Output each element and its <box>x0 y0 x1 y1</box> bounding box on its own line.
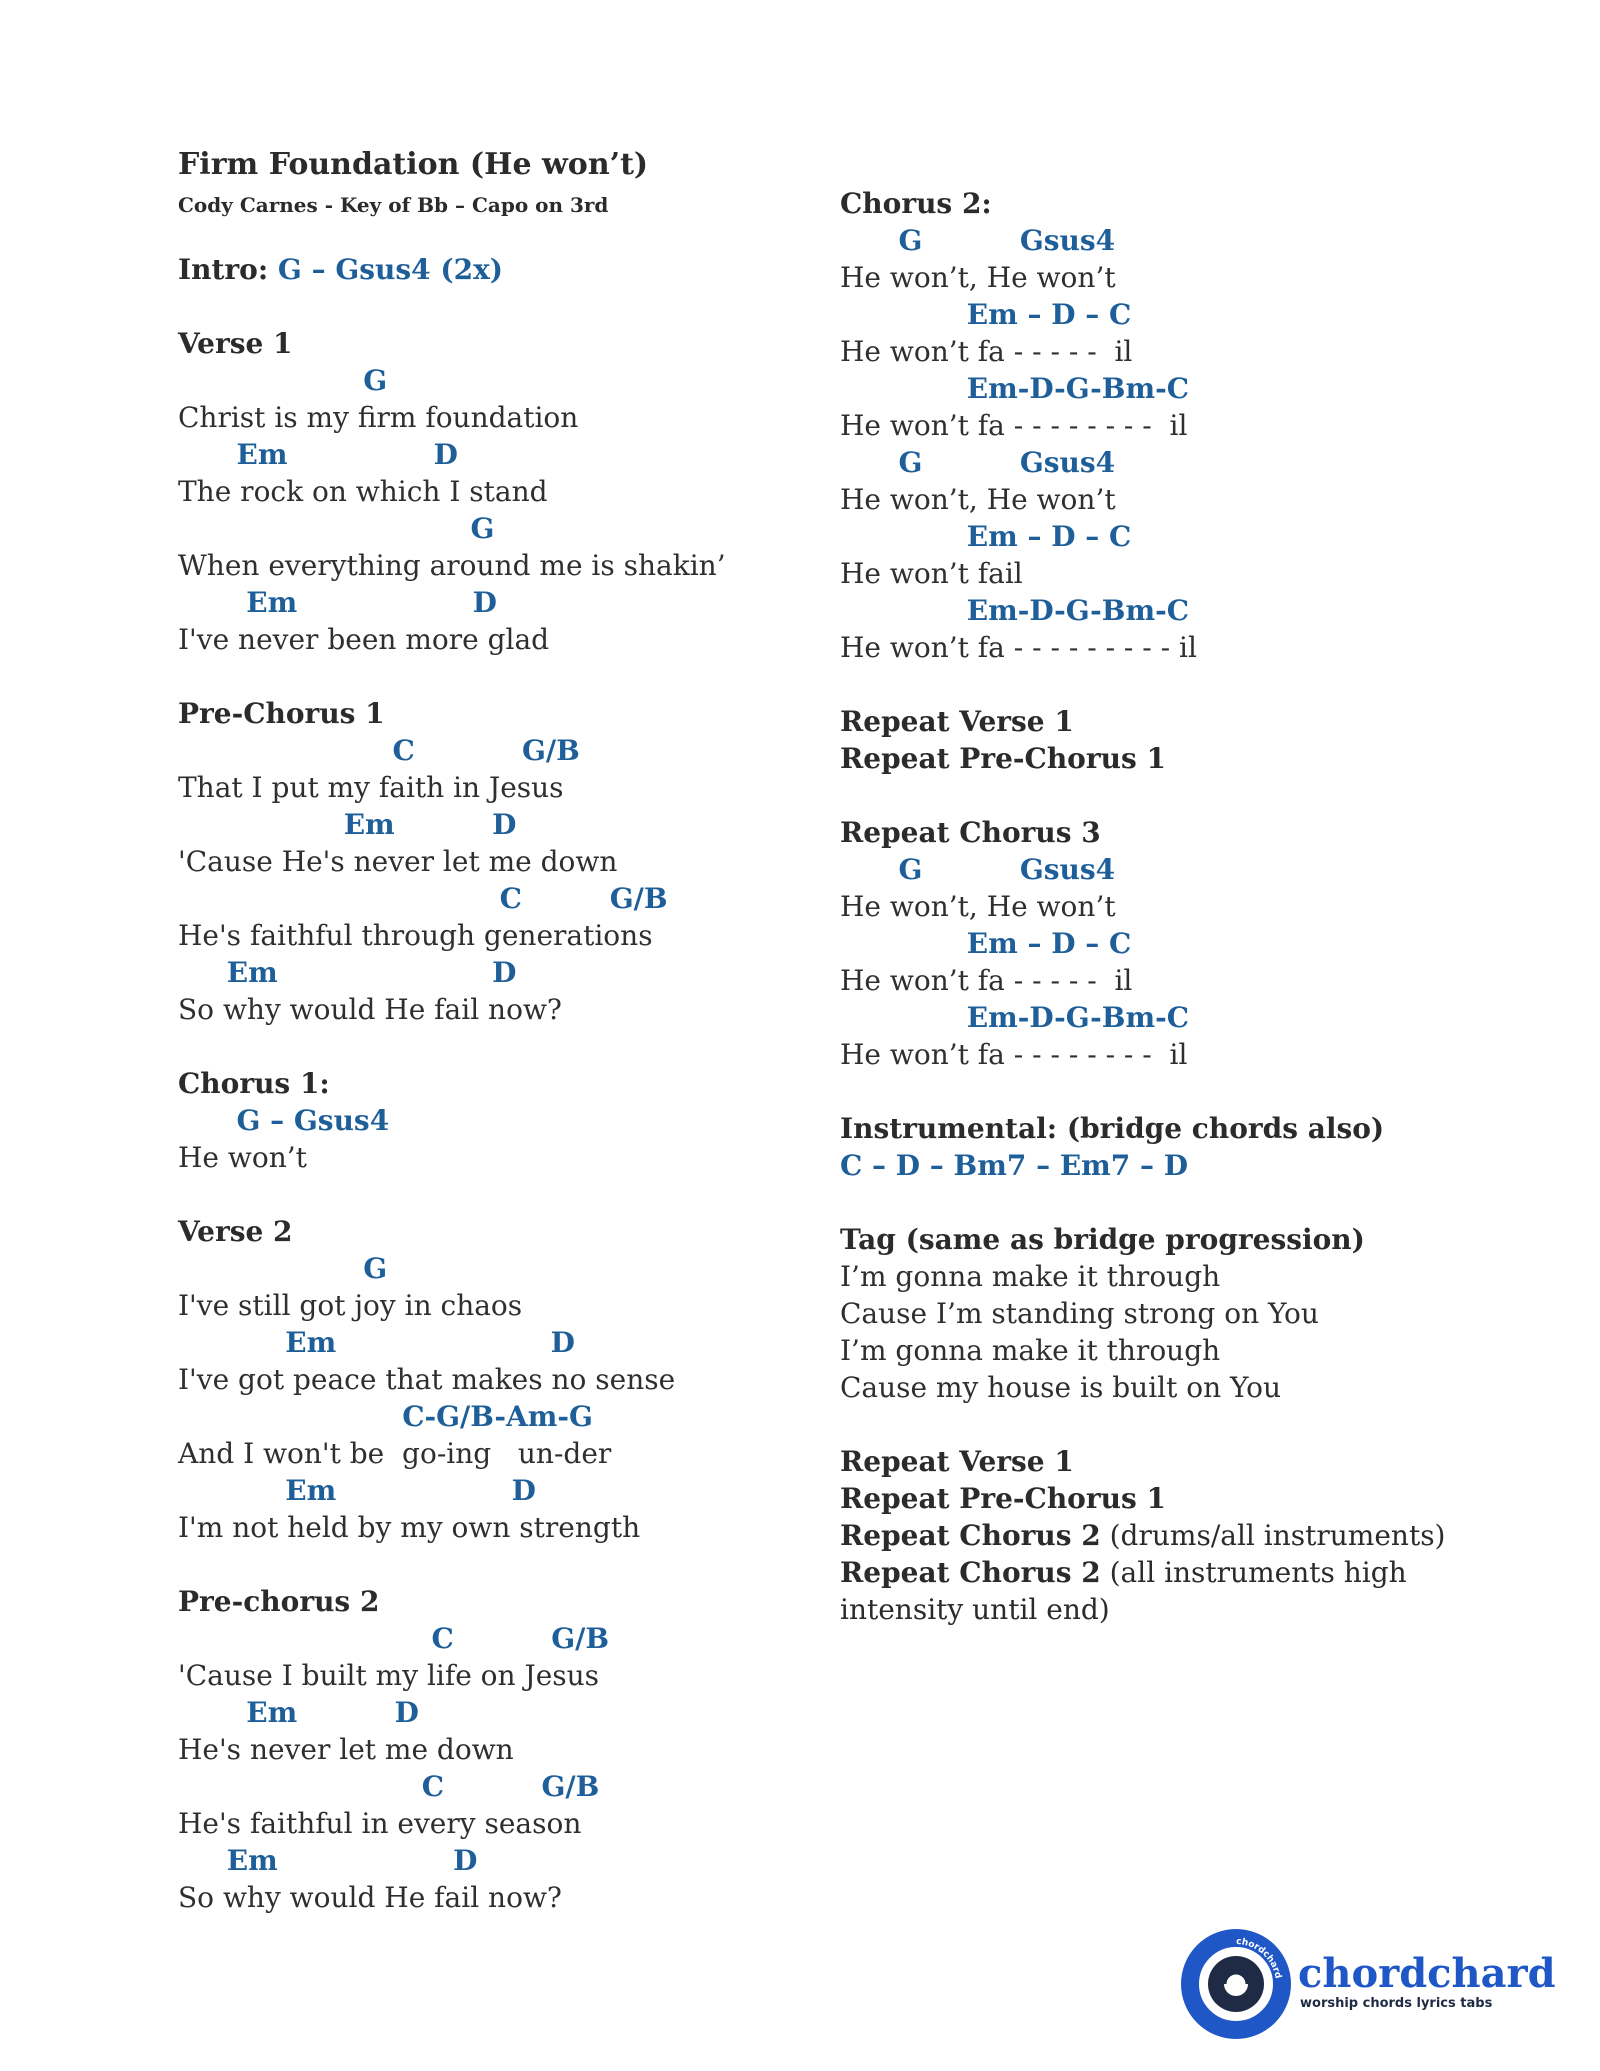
lyric-line: And I won't be go-ing un-der <box>178 1437 612 1470</box>
verse2-header: Verse 2 <box>178 1215 293 1248</box>
chorus1-header: Chorus 1: <box>178 1067 330 1100</box>
chord-line: G Gsus4 <box>840 224 1116 257</box>
intro-chords: G – Gsus4 (2x) <box>277 253 504 286</box>
chord-line: Em – D – C <box>840 927 1132 960</box>
chord-line: Em D <box>178 1474 536 1507</box>
chord-line: C G/B <box>178 1770 600 1803</box>
lyric-line: He won’t fail <box>840 557 1023 590</box>
lyric-line: 'Cause I built my life on Jesus <box>178 1659 600 1692</box>
logo-ring-text: chordchard <box>1235 1936 1283 1980</box>
chord-line: Em D <box>178 586 497 619</box>
chord-line: Em D <box>178 1696 419 1729</box>
lyric-line: Cause my house is built on You <box>840 1371 1281 1404</box>
lyric-line: I've got peace that makes no sense <box>178 1363 676 1396</box>
repeat-instruction <box>840 1518 1445 1554</box>
lyric-line: I've never been more glad <box>178 623 550 656</box>
repeat-label: Repeat Chorus 2 <box>840 1556 1101 1589</box>
song-subtitle: Cody Carnes - Key of Bb – Capo on 3rd <box>178 193 609 217</box>
repeat-note: intensity until end) <box>840 1593 1110 1626</box>
lyric-line: That I put my faith in Jesus <box>178 771 564 804</box>
logo-name: chordchard <box>1298 1950 1556 1997</box>
song-title: Firm Foundation (He won’t) <box>178 147 649 182</box>
repeat-instruction: Repeat Verse 1 <box>840 1445 1074 1478</box>
lyric-line: I'm not held by my own strength <box>178 1511 641 1544</box>
lyric-line: He won’t fa - - - - - il <box>840 335 1133 368</box>
chorus2-header: Chorus 2: <box>840 187 992 220</box>
intro-label: Intro: <box>178 253 269 286</box>
chord-line: C G/B <box>178 1622 610 1655</box>
repeat-instruction <box>840 1555 1407 1591</box>
chord-line: Em-D-G-Bm-C <box>840 372 1189 405</box>
chord-line: G Gsus4 <box>840 853 1116 886</box>
lyric-line: He won’t fa - - - - - il <box>840 964 1133 997</box>
lyric-line: He won’t fa - - - - - - - - il <box>840 409 1188 442</box>
lyric-line: He won’t fa - - - - - - - - il <box>840 1038 1188 1071</box>
chord-line: Em-D-G-Bm-C <box>840 1001 1189 1034</box>
chord-line: G Gsus4 <box>840 446 1116 479</box>
lyric-line: He's never let me down <box>178 1733 514 1766</box>
lyric-line: 'Cause He's never let me down <box>178 845 618 878</box>
lyric-line: He won’t, He won’t <box>840 261 1116 294</box>
lyric-line: He's faithful through generations <box>178 919 653 952</box>
logo-tagline: worship chords lyrics tabs <box>1300 1996 1493 2011</box>
lyric-line: So why would He fail now? <box>178 993 562 1026</box>
chord-line: C G/B <box>178 882 668 915</box>
instrumental-header: Instrumental: (bridge chords also) <box>840 1112 1385 1145</box>
lyric-line: Christ is my firm foundation <box>178 401 579 434</box>
repeat-note: (drums/all instruments) <box>1100 1519 1446 1552</box>
lyric-line: Cause I’m standing strong on You <box>840 1297 1319 1330</box>
verse1-header: Verse 1 <box>178 327 293 360</box>
lyric-line: I’m gonna make it through <box>840 1334 1221 1367</box>
chord-line: G <box>178 512 495 545</box>
intro-line <box>178 252 503 288</box>
lyric-line: I've still got joy in chaos <box>178 1289 523 1322</box>
chord-line: Em – D – C <box>840 520 1132 553</box>
chord-line: Em D <box>178 808 517 841</box>
chord-line: Em D <box>178 1326 575 1359</box>
chord-line: Em – D – C <box>840 298 1132 331</box>
instrumental-chords: C – D – Bm7 – Em7 – D <box>840 1149 1189 1182</box>
lyric-line: So why would He fail now? <box>178 1881 562 1914</box>
prechorus2-header: Pre-chorus 2 <box>178 1585 380 1618</box>
repeat-instruction: Repeat Verse 1 <box>840 705 1074 738</box>
lyric-line: He won’t fa - - - - - - - - - il <box>840 631 1197 664</box>
repeat-instruction: Repeat Pre-Chorus 1 <box>840 742 1166 775</box>
chord-line: G <box>178 1252 388 1285</box>
chord-line: G <box>178 364 388 397</box>
lyric-line: He won’t <box>178 1141 307 1174</box>
lyric-line: When everything around me is shakin’ <box>178 549 726 582</box>
chorus3-header: Repeat Chorus 3 <box>840 816 1101 849</box>
lyric-line: I’m gonna make it through <box>840 1260 1221 1293</box>
chord-line: C G/B <box>178 734 580 767</box>
chord-line: Em-D-G-Bm-C <box>840 594 1189 627</box>
chordchard-logo <box>1180 1928 1556 2040</box>
lyric-line: He won’t, He won’t <box>840 483 1116 516</box>
chord-line: C-G/B-Am-G <box>178 1400 593 1433</box>
repeat-label: Repeat Chorus 2 <box>840 1519 1101 1552</box>
tag-header: Tag (same as bridge progression) <box>840 1223 1365 1256</box>
repeat-instruction: Repeat Pre-Chorus 1 <box>840 1482 1166 1515</box>
prechorus1-header: Pre-Chorus 1 <box>178 697 385 730</box>
lyric-line: The rock on which I stand <box>178 475 548 508</box>
lyric-line: He won’t, He won’t <box>840 890 1116 923</box>
repeat-note: (all instruments high <box>1100 1556 1407 1589</box>
chord-line: Em D <box>178 1844 478 1877</box>
chord-line: G – Gsus4 <box>178 1104 390 1137</box>
chordchard-logo-icon <box>1180 1928 1292 2040</box>
chord-line: Em D <box>178 956 517 989</box>
lyric-line: He's faithful in every season <box>178 1807 582 1840</box>
chord-line: Em D <box>178 438 458 471</box>
